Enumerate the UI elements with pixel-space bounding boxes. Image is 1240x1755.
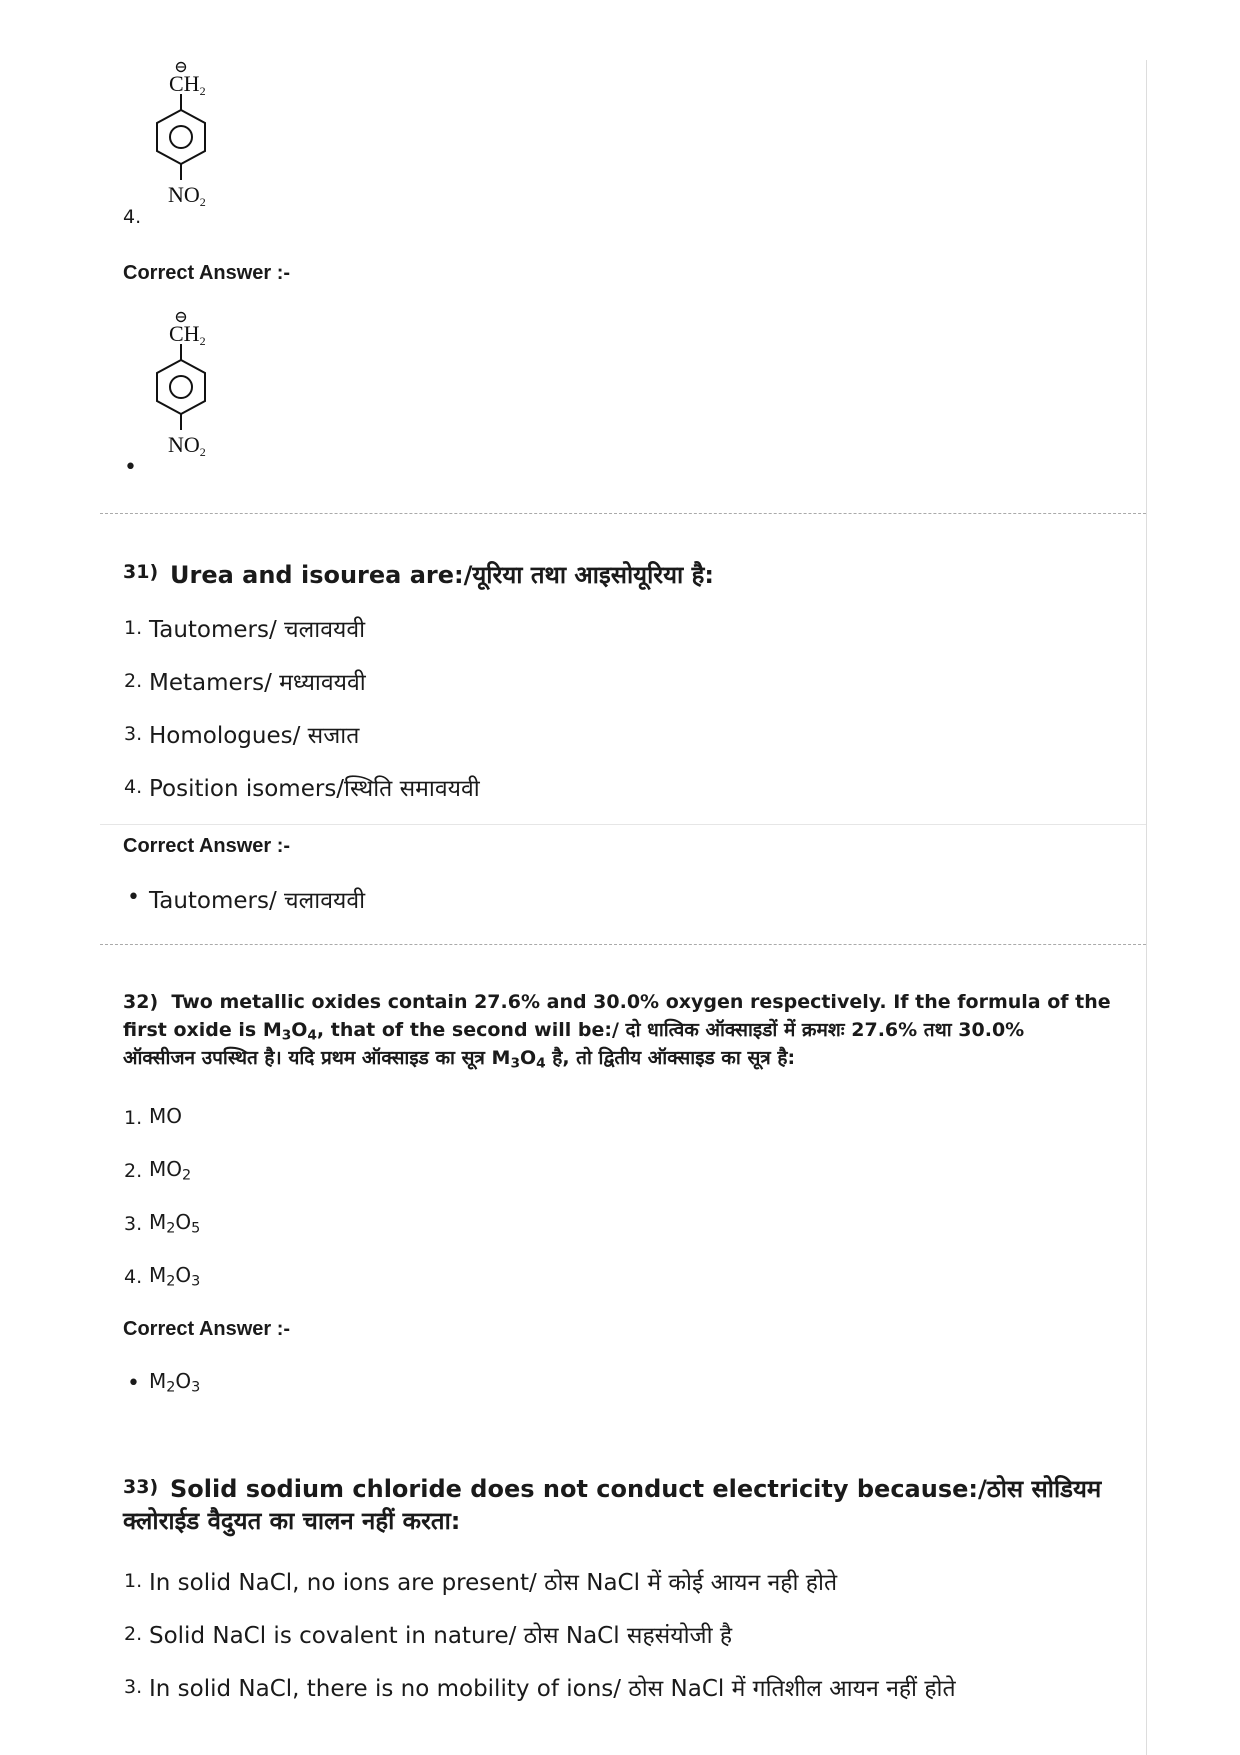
question-number: 32) bbox=[123, 991, 159, 1013]
correct-answer-bullet: • bbox=[127, 885, 140, 910]
question-title-line-2: क्लोराईड वैदुयत का चालन नहीं करता: bbox=[123, 1507, 461, 1535]
option-number-2: 2. bbox=[124, 670, 143, 692]
option-number-4: 4. bbox=[123, 206, 142, 228]
option-4-text: Position isomers/स्थिति समावयवी bbox=[149, 776, 480, 802]
option-number-1: 1. bbox=[124, 1570, 143, 1592]
molecule-bottom-group: NO2 bbox=[168, 432, 206, 459]
option-1-text: In solid NaCl, no ions are present/ ठोस NaCl में कोई आयन नही होते bbox=[149, 1570, 838, 1596]
option-number-1: 1. bbox=[124, 617, 143, 639]
option-3-text: In solid NaCl, there is no mobility of ions/ ठोस NaCl में गतिशील आयन नहीं होते bbox=[149, 1676, 956, 1702]
correct-answer-bullet: • bbox=[127, 1371, 140, 1396]
benzene-inner-circle bbox=[170, 126, 192, 148]
option-1-text: MO bbox=[149, 1104, 182, 1128]
molecule-option-4 bbox=[142, 60, 242, 210]
option-2-text: Metamers/ मध्यावयवी bbox=[149, 670, 366, 696]
benzene-ring bbox=[157, 360, 205, 414]
correct-answer-text: Tautomers/ चलावयवी bbox=[149, 888, 366, 914]
option-number-2: 2. bbox=[124, 1623, 143, 1645]
question-line-2: first oxide is $M_3O_4$, that of the second will be:/ दो धात्विक ऑक्साइडों में क्रमशः 27.6% तथा 30.0% bbox=[123, 1019, 1025, 1044]
question-title-line-1: Solid sodium chloride does not conduct electricity because:/ठोस सोडियम bbox=[170, 1475, 1102, 1503]
option-2-text: $MO_2$ bbox=[149, 1157, 192, 1184]
option-number-2: 2. bbox=[124, 1160, 143, 1182]
question-text bbox=[123, 988, 1123, 1072]
option-2-text: Solid NaCl is covalent in nature/ ठोस NaCl सहसंयोजी है bbox=[149, 1623, 733, 1649]
correct-answer-label: Correct Answer :- bbox=[123, 262, 291, 284]
question-line-3: ऑक्सीजन उपस्थित है। यदि प्रथम ऑक्साइड का सूत्र $M_3O_4$ है, तो द्वितीय ऑक्साइड का सूत्र है: bbox=[123, 1047, 796, 1072]
option-number-3: 3. bbox=[124, 723, 143, 745]
answer-divider bbox=[100, 824, 1146, 825]
molecule-top-group: CH2 bbox=[169, 321, 206, 348]
option-number-4: 4. bbox=[124, 776, 143, 798]
option-number-1: 1. bbox=[124, 1107, 143, 1129]
option-number-3: 3. bbox=[124, 1213, 143, 1235]
question-separator bbox=[100, 513, 1146, 514]
option-3-text: Homologues/ सजात bbox=[149, 723, 360, 749]
molecule-correct-answer bbox=[142, 310, 242, 460]
question-number: 31) bbox=[123, 561, 159, 583]
option-1-text: Tautomers/ चलावयवी bbox=[149, 617, 366, 643]
question-line-1-text: Two metallic oxides contain 27.6% and 30.0% oxygen respectively. If the formula of the bbox=[171, 991, 1111, 1013]
question-number: 33) bbox=[123, 1476, 159, 1498]
question-separator bbox=[100, 944, 1146, 945]
correct-answer-text: $M_2O_3$ bbox=[149, 1369, 201, 1396]
correct-answer-bullet: • bbox=[124, 455, 137, 480]
benzene-ring bbox=[157, 110, 205, 164]
correct-answer-label: Correct Answer :- bbox=[123, 1318, 291, 1340]
question-line-1 bbox=[123, 988, 1123, 1016]
option-number-3: 3. bbox=[124, 1676, 143, 1698]
molecule-bottom-group: NO2 bbox=[168, 182, 206, 209]
benzene-inner-circle bbox=[170, 376, 192, 398]
option-4-text: $M_2O_3$ bbox=[149, 1263, 201, 1290]
correct-answer-label: Correct Answer :- bbox=[123, 835, 291, 857]
option-number-4: 4. bbox=[124, 1266, 143, 1288]
question-title: Urea and isourea are:/यूरिया तथा आइसोयूरिया है: bbox=[170, 561, 714, 589]
option-3-text: $M_2O_5$ bbox=[149, 1210, 201, 1237]
molecule-top-group: CH2 bbox=[169, 71, 206, 98]
